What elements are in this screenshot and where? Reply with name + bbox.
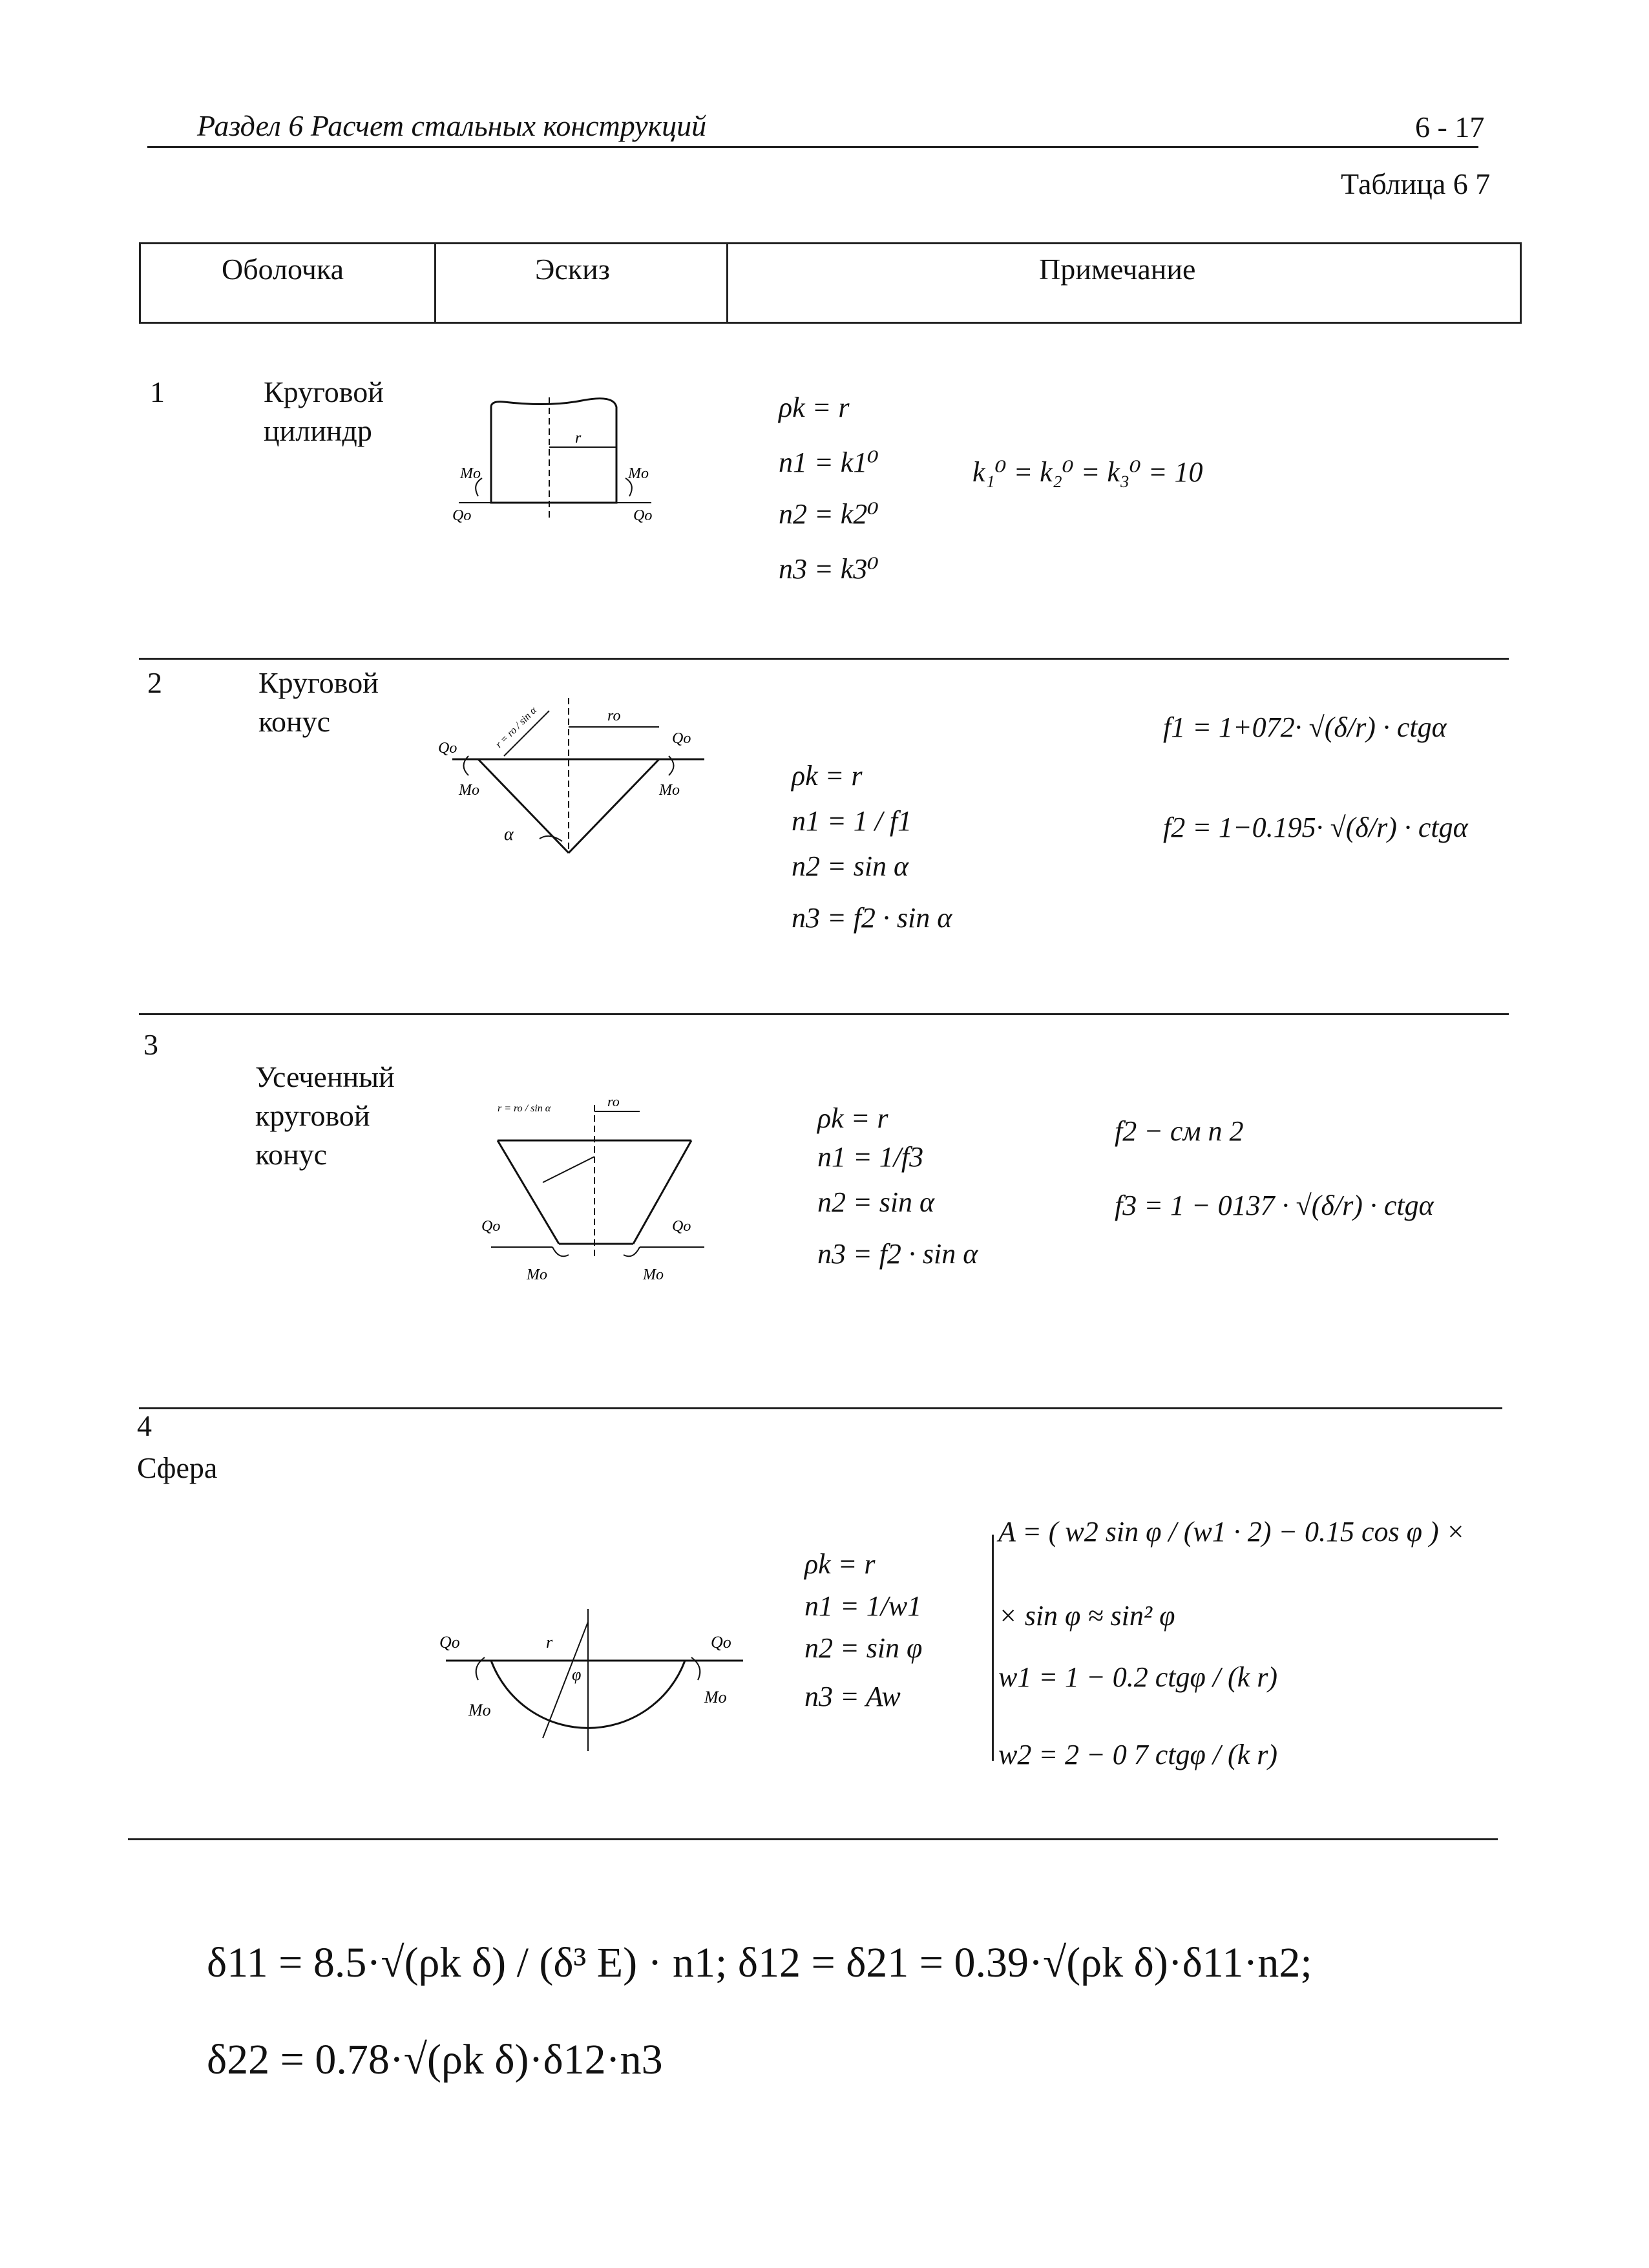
sketch-label: Qo xyxy=(452,507,472,524)
page-number: 6 - 17 xyxy=(1415,110,1485,143)
formula: n2 = sin φ xyxy=(804,1632,923,1664)
sketch-label: Mo xyxy=(527,1266,547,1283)
bracket-line xyxy=(992,1535,994,1761)
sketch-label: ro xyxy=(607,1093,620,1109)
note-formula-f3: f3 = 1 − 0137 · √(δ/r) · ctgα xyxy=(1115,1190,1434,1221)
sketch-label: Mo xyxy=(628,465,649,482)
note-formula-A2: × sin φ ≈ sin² φ xyxy=(998,1600,1175,1632)
shell-name-line: конус xyxy=(258,705,331,738)
shell-name-line: конус xyxy=(255,1138,328,1171)
sketch-label: Qo xyxy=(633,507,653,524)
formula: ρk = r xyxy=(779,392,850,423)
row-divider xyxy=(139,1013,1509,1015)
row-number: 1 xyxy=(150,375,165,408)
row-divider xyxy=(128,1838,1498,1840)
formula: n1 = k1⁰ xyxy=(779,446,879,478)
col-divider-2 xyxy=(726,244,728,322)
sketch-label: ro xyxy=(607,708,621,724)
formula: ρk = r xyxy=(804,1548,876,1580)
note-formula-w1: w1 = 1 − 0.2 ctgφ / (k r) xyxy=(998,1661,1278,1693)
note-formula: k₁⁰ = k₂⁰ = k₃⁰ = 10 xyxy=(972,456,1203,488)
shell-name-line: Круговой xyxy=(264,375,384,408)
shell-name-line: Сфера xyxy=(137,1451,218,1484)
sketch-label: Qo xyxy=(438,740,457,757)
note-formula-w2: w2 = 2 − 0 7 ctgφ / (k r) xyxy=(998,1739,1278,1770)
formula: n3 = Aw xyxy=(804,1681,901,1712)
shell-name-line: Круговой xyxy=(258,666,379,699)
table-label: Таблица 6 7 xyxy=(1341,167,1491,200)
sketch-label: Mo xyxy=(704,1688,727,1706)
sketch-label: Mo xyxy=(659,782,680,799)
note-formula-f2: f2 = 1−0.195· √(δ/r) · ctgα xyxy=(1163,812,1468,843)
formula: n1 = 1/f3 xyxy=(817,1141,924,1173)
shell-name-line: Усеченный xyxy=(255,1060,395,1093)
formula: n2 = sin α xyxy=(792,850,909,882)
sketch-label: Qo xyxy=(672,1218,691,1235)
sketch-label: r = ro / sin α xyxy=(498,1103,551,1114)
row-number: 3 xyxy=(143,1028,158,1061)
shell-name-line: круговой xyxy=(255,1099,370,1132)
sketch-label: Qo xyxy=(672,730,691,747)
formula: n2 = k2⁰ xyxy=(779,498,879,530)
sketch-label: r xyxy=(575,430,582,446)
sketch-label: Qo xyxy=(481,1218,501,1235)
formula: n1 = 1 / f1 xyxy=(792,805,912,837)
sketch-cylinder xyxy=(446,388,666,543)
shell-name-line: цилиндр xyxy=(264,414,372,447)
sketch-label: Mo xyxy=(468,1701,491,1719)
row-number: 4 xyxy=(137,1409,152,1442)
bottom-formula-line-1: δ11 = 8.5·√(ρk δ) / (δ³ E) · n1; δ12 = δ21 = 0.39·√(ρk δ)·δ11·n2; xyxy=(207,1939,1312,1986)
sketch-sphere xyxy=(426,1596,762,1770)
formula: n3 = k3⁰ xyxy=(779,553,879,585)
sketch-label: Mo xyxy=(459,782,479,799)
col-header-note: Примечание xyxy=(1039,253,1196,286)
note-formula-A: A = ( w2 sin φ / (w1 · 2) − 0.15 cos φ ) × xyxy=(998,1516,1465,1548)
section-title: Раздел 6 Расчет стальных конструкций xyxy=(197,109,707,142)
formula: n3 = f2 · sin α xyxy=(817,1238,978,1270)
row-number: 2 xyxy=(147,666,162,699)
sketch-truncated-cone-drawing xyxy=(478,1086,724,1299)
col-divider-1 xyxy=(434,244,436,322)
sketch-label: α xyxy=(504,824,514,845)
sketch-label: Qo xyxy=(439,1633,460,1652)
sketch-cone xyxy=(433,691,717,866)
note-formula-f2: f2 − см n 2 xyxy=(1115,1115,1244,1147)
formula: n1 = 1/w1 xyxy=(804,1590,922,1622)
table-header xyxy=(139,242,1522,324)
formula: n3 = f2 · sin α xyxy=(792,902,952,934)
row-divider xyxy=(139,1407,1502,1409)
row-divider xyxy=(139,658,1509,660)
note-formula-f1: f1 = 1+072· √(δ/r) · ctgα xyxy=(1163,711,1447,743)
col-header-shell: Оболочка xyxy=(222,253,344,286)
sketch-label: r = ro / sin α xyxy=(493,704,539,751)
formula: ρk = r xyxy=(792,760,863,792)
sketch-label: Mo xyxy=(643,1266,664,1283)
col-header-sketch: Эскиз xyxy=(535,253,610,286)
sketch-label: Qo xyxy=(711,1633,731,1652)
bottom-formula-line-2: δ22 = 0.78·√(ρk δ)·δ12·n3 xyxy=(207,2036,663,2083)
formula: ρk = r xyxy=(817,1102,888,1134)
sketch-label: φ xyxy=(572,1665,582,1684)
sketch-label: r xyxy=(546,1633,553,1652)
header-rule xyxy=(147,146,1478,148)
sketch-label: Mo xyxy=(460,465,481,482)
formula: n2 = sin α xyxy=(817,1186,935,1218)
